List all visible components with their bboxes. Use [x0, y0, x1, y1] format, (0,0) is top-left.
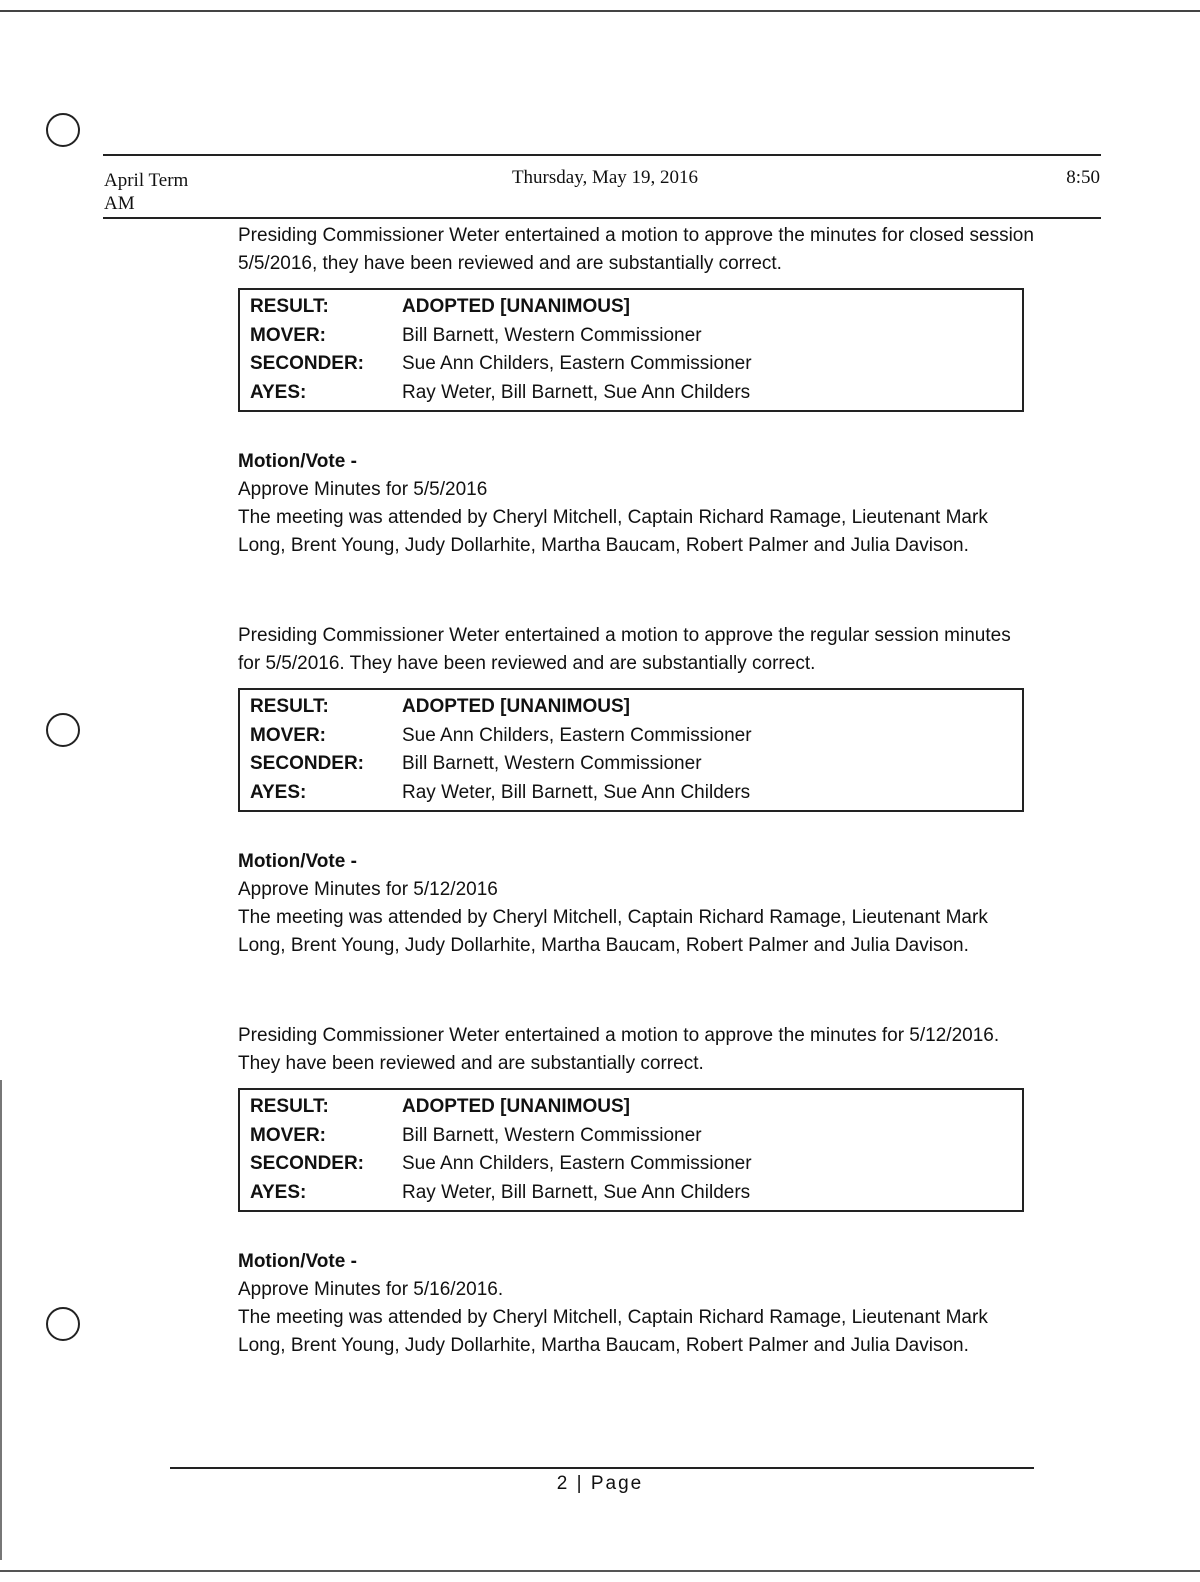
result-row: [250, 693, 1012, 722]
vote-result-table: [238, 1088, 1024, 1212]
mover-label: MOVER:: [250, 724, 326, 746]
result-label: RESULT:: [250, 296, 329, 317]
section-spacer: [238, 560, 1038, 622]
seconder-label: SECONDER:: [250, 1153, 365, 1174]
header-date: Thursday, May 19, 2016: [511, 167, 699, 188]
motion-intro: Presiding Commissioner Weter entertained a motion to approve the minutes for 5/12/2016. They have been reviewed and are substantially correct.: [238, 1025, 1000, 1074]
motion-subject: Approve Minutes for 5/16/2016.: [238, 1279, 504, 1300]
footer-rule: [170, 1467, 1034, 1469]
page-label: | Page: [576, 1473, 644, 1494]
ayes-value: Ray Weter, Bill Barnett, Sue Ann Childers: [402, 781, 751, 803]
scan-edge-top: [0, 10, 1200, 12]
vote-result-table: [238, 288, 1024, 412]
mover-value: Bill Barnett, Western Commissioner: [402, 324, 702, 346]
seconder-value: Sue Ann Childers, Eastern Commissioner: [402, 353, 752, 374]
motion-vote-heading: Motion/Vote -: [238, 1251, 357, 1272]
mover-row: [250, 722, 1012, 751]
page-number: 2: [556, 1473, 570, 1494]
ayes-label: AYES:: [250, 1181, 307, 1203]
motion-vote-heading: Motion/Vote -: [238, 851, 357, 872]
punch-hole-icon: [46, 1307, 80, 1341]
mover-label: MOVER:: [250, 1124, 326, 1146]
attendance-text: The meeting was attended by Cheryl Mitchell, Captain Richard Ramage, Lieutenant Mark Long, Brent Young, Judy Dollarhite, Martha Baucam, Robert Palmer and Julia Davison.: [238, 1307, 988, 1356]
header-time: 8:50: [1066, 167, 1100, 188]
seconder-label: SECONDER:: [250, 753, 365, 774]
result-row: [250, 293, 1012, 322]
motion-subject: Approve Minutes for 5/5/2016: [238, 479, 488, 500]
seconder-row: [250, 750, 1012, 779]
ayes-row: [250, 779, 1012, 808]
result-value: ADOPTED [UNANIMOUS]: [402, 296, 630, 317]
attendance-text: The meeting was attended by Cheryl Mitchell, Captain Richard Ramage, Lieutenant Mark Long, Brent Young, Judy Dollarhite, Martha Baucam, Robert Palmer and Julia Davison.: [238, 507, 988, 556]
motion-section: [238, 1022, 1038, 1360]
seconder-value: Bill Barnett, Western Commissioner: [402, 753, 702, 774]
vote-result-table: [238, 688, 1024, 812]
motion-subject: Approve Minutes for 5/12/2016: [238, 879, 498, 900]
page-footer: [0, 1473, 1200, 1495]
scan-edge-bottom: [0, 1570, 1200, 1572]
seconder-row: [250, 350, 1012, 379]
term-label: April Term: [104, 170, 189, 191]
minutes-body: [238, 222, 1038, 1360]
ayes-row: [250, 1179, 1012, 1208]
motion-intro: Presiding Commissioner Weter entertained a motion to approve the minutes for closed session 5/5/2016, they have been reviewed and are substantially correct.: [238, 225, 1034, 274]
mover-row: [250, 1122, 1012, 1151]
ayes-value: Ray Weter, Bill Barnett, Sue Ann Childers: [402, 381, 751, 403]
result-label: RESULT:: [250, 1096, 329, 1117]
seconder-row: [250, 1150, 1012, 1179]
section-spacer: [238, 960, 1038, 1022]
header-top-rule: [103, 154, 1101, 156]
result-value: ADOPTED [UNANIMOUS]: [402, 1096, 630, 1117]
ayes-row: [250, 379, 1012, 408]
seconder-label: SECONDER:: [250, 353, 365, 374]
attendance-text: The meeting was attended by Cheryl Mitchell, Captain Richard Ramage, Lieutenant Mark Long, Brent Young, Judy Dollarhite, Martha Baucam, Robert Palmer and Julia Davison.: [238, 907, 988, 956]
mover-value: Bill Barnett, Western Commissioner: [402, 1124, 702, 1146]
motion-section: [238, 222, 1038, 560]
ayes-label: AYES:: [250, 381, 307, 403]
motion-section: [238, 622, 1038, 960]
result-row: [250, 1093, 1012, 1122]
mover-label: MOVER:: [250, 324, 326, 346]
result-label: RESULT:: [250, 696, 329, 717]
punch-hole-icon: [46, 113, 80, 147]
motion-intro: Presiding Commissioner Weter entertained a motion to approve the regular session minutes for 5/5/2016. They have been reviewed and are substantially correct.: [238, 625, 1011, 674]
header-bottom-rule: [103, 217, 1101, 219]
punch-hole-icon: [46, 713, 80, 747]
mover-row: [250, 322, 1012, 351]
result-value: ADOPTED [UNANIMOUS]: [402, 696, 630, 717]
mover-value: Sue Ann Childers, Eastern Commissioner: [402, 724, 752, 746]
ayes-label: AYES:: [250, 781, 307, 803]
ayes-value: Ray Weter, Bill Barnett, Sue Ann Childers: [402, 1181, 751, 1203]
header-term: [104, 169, 188, 215]
session-label: AM: [104, 193, 135, 214]
motion-vote-heading: Motion/Vote -: [238, 451, 357, 472]
seconder-value: Sue Ann Childers, Eastern Commissioner: [402, 1153, 752, 1174]
